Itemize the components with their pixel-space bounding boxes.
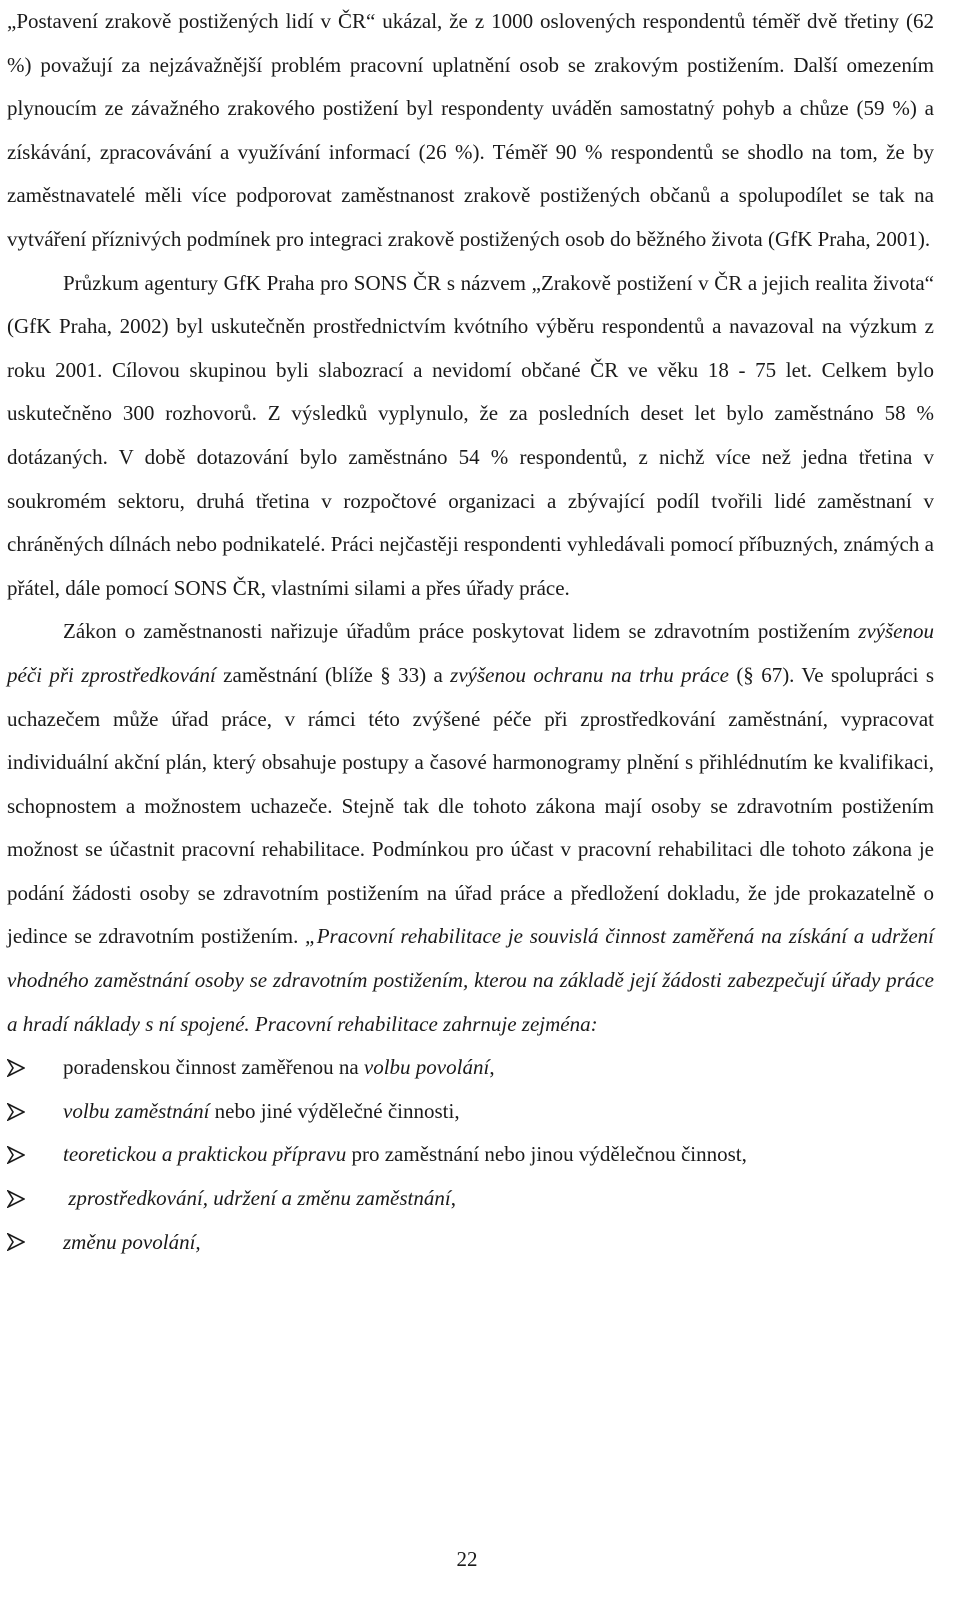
list-item [7,1221,934,1265]
list-item-text: , [489,1055,495,1080]
arrowhead-bullet-icon [7,1177,27,1221]
list-item [7,1133,934,1177]
paragraph-1 [7,0,934,262]
paragraph-text: Zákon o zaměstnanosti nařizuje úřadům práce poskytovat lidem se zdravotním postižením [63,619,859,644]
list-item-text: nebo jiné výdělečné činnosti, [209,1098,460,1123]
emphasis-text: Pracovní rehabilitace zahrnuje zejména: [254,1011,598,1036]
paragraph-2 [7,262,934,611]
list-item [7,1177,934,1221]
paragraph-text: (§ 67). Ve spolupráci s uchazečem může úřad práce, v rámci této zvýšené péče při zprostředkování zaměstnání, vypracovat individuální akční plán, který obsahuje postupy a časové harmonogramy plnění s přihlédnutím ke kvalifikaci, schopnostem a možnostem uchazeče. Stejně tak dle tohoto zákona mají osoby se zdravotním postižením možnost se účastnit pracovní rehabilitace. Podmínkou pro účast v pracovní rehabilitaci dle tohoto zákona je podání žádosti osoby se zdravotním postižením na úřad práce a předložení dokladu, že jde prokazatelně o jedince se zdravotním postižením. [7,662,935,949]
arrowhead-bullet-icon [7,1046,27,1090]
list-item-emphasis: volbu povolání [363,1055,490,1080]
emphasis-text: zvýšenou péči při zprostředkování [7,619,934,687]
definition-quote: „Pracovní rehabilitace je souvislá činnost zaměřená na získání a udržení vhodného zaměstnání osoby se zdravotním postižením, kterou na základě její žádosti zabezpečují úřady práce a hradí náklady s ní spojené. [7,924,934,1036]
list-item [7,1046,934,1090]
paragraph-text: „Postavení zrakově postižených lidí v ČR“ ukázal, že z 1000 oslovených respondentů téměř dvě třetiny (62 %) považují za nejzávažnější problém pracovní uplatnění osob se zrakovým postižením. Další omezením plynoucím ze závažného zrakového postižení byl respondenty uváděn samostatný pohyb a chůze (59 %) a získávání, zpracovávání a využívání informací (26 %). Téměř 90 % respondentů se shodlo na tom, že by zaměstnavatelé měli více podporovat zaměstnanost zrakově postižených občanů a spolupodílet se tak na vytváření příznivých podmínek pro integraci zrakově postižených osob do běžného života (GfK Praha, 2001). [7,9,934,251]
paragraph-text: zaměstnání (blíže § 33) a [215,662,451,687]
list-item-emphasis: změnu povolání, [63,1229,201,1254]
list-item-text: pro zaměstnání nebo jinou výdělečnou činnost, [346,1142,747,1167]
list-item [7,1090,934,1134]
list-item-emphasis: volbu zaměstnání [63,1098,210,1123]
arrowhead-bullet-icon [7,1221,27,1265]
emphasis-text: zvýšenou ochranu na trhu práce [450,662,729,687]
rehabilitation-list [7,1046,934,1264]
arrowhead-bullet-icon [7,1133,27,1177]
paragraph-text: Průzkum agentury GfK Praha pro SONS ČR s názvem „Zrakově postižení v ČR a jejich realita života“ (GfK Praha, 2002) byl uskutečněn prostřednictvím kvótního výběru respondentů a navazoval na výzkum z roku 2001. Cílovou skupinou byli slabozrací a nevidomí občané ČR ve věku 18 - 75 let. Celkem bylo uskutečněno 300 rozhovorů. Z výsledků vyplynulo, že za posledních deset let bylo zaměstnáno 58 % dotázaných. V době dotazování bylo zaměstnáno 54 % respondentů, z nichž více než jedna třetina v soukromém sektoru, druhá třetina v rozpočtové organizaci a zbývající podíl tvořili lidé zaměstnaní v chráněných dílnách nebo podnikatelé. Práci nejčastěji respondenti vyhledávali pomocí příbuzných, známých a přátel, dále pomocí SONS ČR, vlastními silami a přes úřady práce. [7,270,934,600]
arrowhead-bullet-icon [7,1090,27,1134]
list-item-text: , [450,1186,456,1211]
paragraph-3 [7,610,934,1046]
list-item-emphasis: zprostředkování, udržení a změnu zaměstnání [63,1186,451,1211]
document-page [7,0,934,1264]
list-item-emphasis: teoretickou a praktickou přípravu [63,1142,347,1167]
page-number: 22 [456,1547,478,1571]
list-item-text: poradenskou činnost zaměřenou na [63,1055,364,1080]
